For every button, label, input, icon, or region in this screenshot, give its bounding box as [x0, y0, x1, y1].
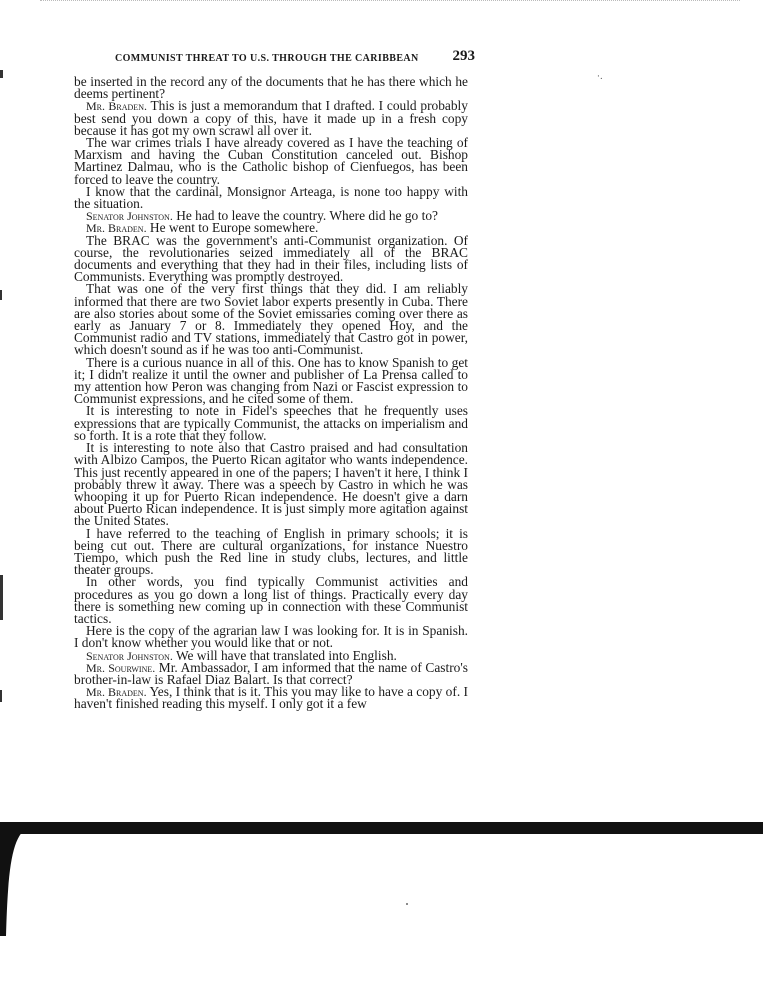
paragraph-text: It is interesting to note also that Castro praised and had consultation with Albizo Campos, the Puerto Rican agitator who wants independence. This just recently appeared in one of the papers; I haven't it here, I think I probably threw it away. There was a speech by Castro in which he was whooping it up for Puerto Rican independence. He doesn't give a darn about Puerto Rican independence. It is just simply more agitation against the United States. [74, 440, 468, 529]
paragraph [74, 405, 468, 442]
scan-speck: ·. [597, 72, 603, 82]
scan-edge-mark [0, 290, 2, 300]
paragraph [74, 76, 468, 100]
paragraph-text: That was one of the very first things that they did. I am reliably informed that there are two Soviet labor experts presently in Cuba. There are also stories about some of the Soviet emissaries coming over there as early as January 7 or 8. Immediately they opened Hoy, and the Communist radio and TV stations, immediately that Castro got in power, which doesn't sound as if he was too anti-Communist. [74, 281, 468, 358]
paragraph-text: We will have that translated into English. [172, 647, 397, 663]
paragraph-text: Mr. Ambassador, I am informed that the name of Castro's brother-in-law is Rafael Diaz Balart. Is that correct? [74, 659, 468, 687]
speaker-name: Mr. Braden. [86, 99, 147, 114]
paragraph-text: I know that the cardinal, Monsignor Arteaga, is none too happy with the situation. [74, 183, 468, 212]
paragraph [74, 686, 468, 710]
running-header [115, 48, 475, 68]
paragraph [74, 625, 468, 649]
paragraph-text: be inserted in the record any of the documents that he has there which he deems pertinent? [74, 74, 468, 102]
scan-spot [406, 903, 408, 905]
speaker-name: Mr. Braden. [86, 221, 147, 236]
paragraph-text: He went to Europe somewhere. [146, 220, 319, 236]
speaker-name: Mr. Braden. [86, 685, 147, 700]
paragraph-text: The war crimes trials I have already covered as I have the teaching of Marxism and having the Cuban Constitution canceled out. Bishop Martinez Dalmau, who is the Catholic bishop of Cienfuegos, has been forced to leave the country. [74, 135, 468, 187]
paragraph-text: There is a curious nuance in all of this. One has to know Spanish to get it; I didn't realize it until the owner and publisher of La Prensa called to my attention how Peron was changing from Nazi or Fascist expression to Communist expressions, and he cited some of them. [74, 354, 468, 407]
paragraph-text: This is just a memorandum that I drafted. I could probably best send you down a copy of this, have it made up in a fresh copy because it has got my own scrawl all over it. [74, 98, 468, 138]
paragraph-text: It is interesting to note in Fidel's speeches that he frequently uses expressions that are typically Communist, the attacks on imperialism and so forth. It is a rote that they follow. [74, 403, 468, 443]
scan-edge-mark [0, 70, 3, 78]
paragraph [74, 283, 468, 356]
speaker-name: Senator Johnston. [86, 648, 173, 663]
scan-bottom-curve [0, 826, 30, 936]
running-title: COMMUNIST THREAT TO U.S. THROUGH THE CARIBBEAN [115, 53, 419, 64]
scan-edge-mark [0, 575, 3, 620]
scan-bottom-bar [0, 822, 763, 834]
speaker-name: Mr. Sourwine. [86, 660, 156, 675]
paragraph-text: Yes, I think that is it. This you may like to have a copy of. I haven't finished reading this myself. I only got it a few [74, 684, 468, 712]
paragraph [74, 442, 468, 527]
paragraph-text: In other words, you find typically Communist activities and procedures as you go down a long list of things. Practically every day there is something new coming up in connection with these Communist tactics. [74, 574, 468, 626]
paragraph [74, 525, 468, 578]
paragraph-text: He had to leave the country. Where did he go to? [172, 208, 438, 224]
paragraph-text: Here is the copy of the agrarian law I was looking for. It is in Spanish. I don't know whether you would like that or not. [74, 623, 468, 651]
paragraph [74, 659, 468, 687]
paragraph [74, 232, 468, 285]
scan-edge-mark [0, 690, 2, 702]
paragraph [74, 354, 468, 407]
paragraph [74, 100, 468, 137]
paragraph-text: I have referred to the teaching of English in primary schools; it is being cut out. There are cultural organizations, for instance Nuestro Tiempo, which push the Red line in study clubs, lectures, and little theater groups. [74, 525, 468, 578]
speaker-name: Senator Johnston. [86, 209, 173, 224]
page-number: 293 [452, 48, 475, 64]
paragraph-text: The BRAC was the government's anti-Communist organization. Of course, the revolutionaries seized immediately all of the BRAC documents and everything that they had in their files, including lists of Communists. Everything was promptly destroyed. [74, 232, 468, 285]
body-text [74, 76, 468, 711]
scan-edge-dots [40, 0, 740, 7]
paragraph [74, 183, 468, 212]
paragraph [74, 137, 468, 186]
paragraph [74, 576, 468, 625]
